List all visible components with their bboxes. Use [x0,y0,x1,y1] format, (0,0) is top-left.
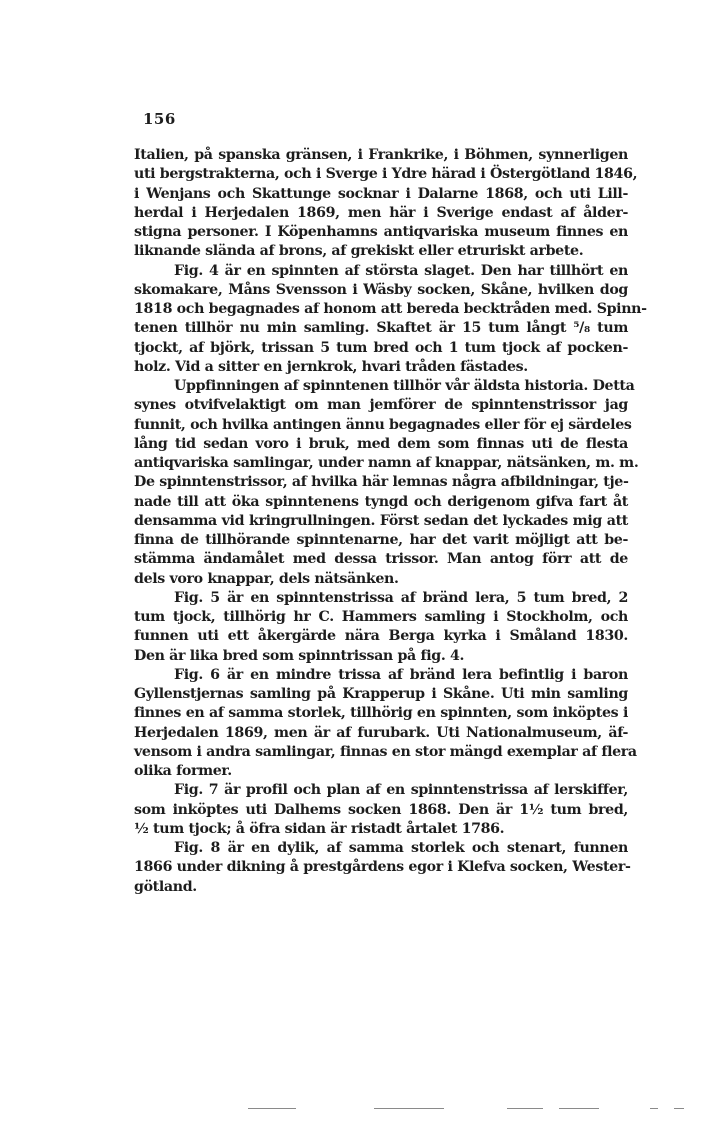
text-line: Fig. 4 är en spinnten af största slaget. Den har tillhört en [174,262,628,279]
text-line: Den är lika bred som spinntrissan på fig. 4. [134,647,465,664]
text-line: Fig. 5 är en spinntenstrissa af bränd lera, 5 tum bred, 2 [174,589,628,606]
text-line: Italien, på spanska gränsen, i Frankrike, i Böhmen, synnerligen [134,147,628,163]
footer-rule [248,1108,296,1109]
text-line: 1866 under dikning å prestgårdens egor i Klefva socken, Wester- [134,859,631,876]
text-line: uti bergstrakterna, och i Sverge i Ydre härad i Östergötland 1846, [134,166,638,183]
text-line: lång tid sedan voro i bruk, med dem som finnas uti de flesta [134,435,628,452]
text-line: götland. [134,878,197,895]
text-line: som inköptes uti Dalhems socken 1868. Den är 1½ tum bred, [134,801,628,818]
text-line: finnes en af samma storlek, tillhörig en spinnten, som inköptes i [134,705,628,722]
text-line: Herjedalen 1869, men är af furubark. Uti Nationalmuseum, äf- [134,724,628,741]
text-line: Fig. 8 är en dylik, af samma storlek och stenart, funnen [174,840,628,856]
text-line: Fig. 6 är en mindre trissa af bränd lera befintlig i baron [174,666,628,683]
text-line: ½ tum tjock; å öfra sidan är ristadt årtalet 1786. [134,820,505,837]
text-line: tum tjock, tillhörig hr C. Hammers samling i Stockholm, och [134,609,628,625]
footer-rule [507,1108,543,1109]
text-line: De spinntenstrissor, af hvilka här lemnas några afbildningar, tje- [134,474,629,491]
text-line: vensom i andra samlingar, finnas en stor mängd exemplar af flera [134,743,637,760]
text-line: olika former. [134,763,232,779]
footer-rule [374,1108,444,1109]
text-line: synes otvifvelaktigt om man jemförer de spinntenstrissor jag [134,397,628,414]
text-line: Fig. 7 är profil och plan af en spinntenstrissa af lerskiffer, [174,782,628,799]
text-line: stämma ändamålet med dessa trissor. Man antog förr att de [134,551,628,568]
text-line: stigna personer. I Köpenhamns antiqvariska museum finnes en [134,224,628,240]
text-line: densamma vid kringrullningen. Först sedan det lyckades mig att [134,512,628,529]
text-line: 1818 och begagnades af honom att bereda becktråden med. Spinn- [134,301,647,317]
footer-rule [559,1108,599,1109]
footer-rule [650,1108,658,1109]
text-line: Gyllenstjernas samling på Krapperup i Skåne. Uti min samling [134,686,628,702]
text-line: liknande slända af brons, af grekiskt eller etruriskt arbete. [134,243,584,260]
text-line: tjockt, af björk, trissan 5 tum bred och 1 tum tjock af pocken- [134,339,628,356]
text-line: Uppfinningen af spinntenen tillhör vår äldsta historia. Detta [174,378,635,394]
text-line: dels voro knappar, dels nätsänken. [134,570,399,587]
text-line: i Wenjans och Skattunge socknar i Dalarne 1868, och uti Lill- [134,185,628,202]
text-line: funnen uti ett åkergärde nära Berga kyrka i Småland 1830. [134,628,628,645]
page-number: 156 [143,110,176,128]
text-line: funnit, och hvilka antingen ännu begagnades eller för ej särdeles [134,416,632,433]
text-line: herdal i Herjedalen 1869, men här i Sverige endast af ålder- [134,204,628,221]
text-line: tenen tillhör nu min samling. Skaftet är 15 tum långt ⁵/₈ tum [134,320,628,337]
text-line: finna de tillhörande spinntenarne, har det varit möjligt att be- [134,532,628,548]
text-line: nade till att öka spinntenens tyngd och derigenom gifva fart åt [134,493,628,510]
text-line: skomakare, Måns Svensson i Wäsby socken, Skåne, hvilken dog [134,281,628,298]
footer-rule [674,1108,684,1109]
text-line: holz. Vid a sitter en jernkrok, hvari tråden fästades. [134,358,528,375]
footer-rules [0,1108,728,1114]
body-text [134,146,647,897]
text-line: antiqvariska samlingar, under namn af knappar, nätsänken, m. m. [134,455,639,471]
